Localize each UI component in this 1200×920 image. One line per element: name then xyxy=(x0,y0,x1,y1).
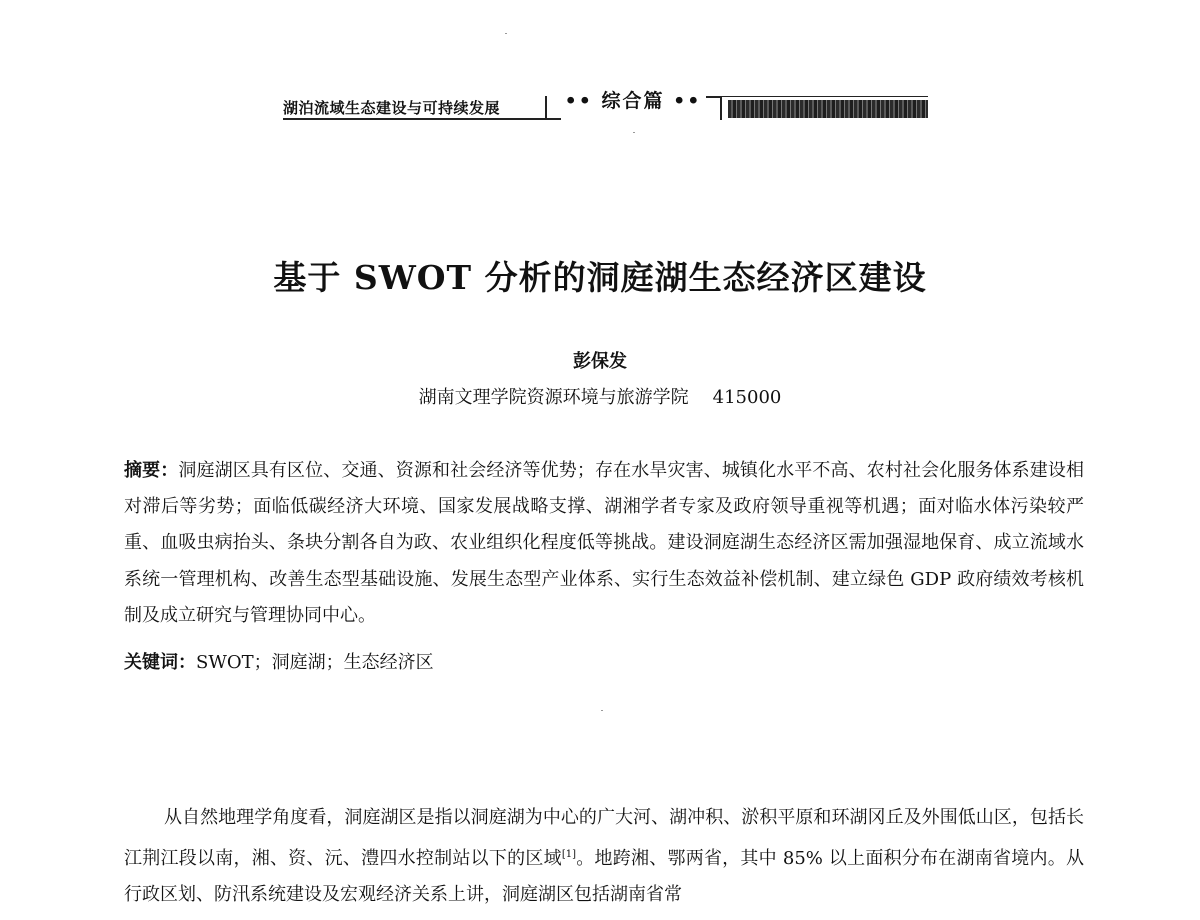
header-decorative-band xyxy=(728,100,928,118)
running-header-title: 湖泊流域生态建设与可持续发展 xyxy=(283,99,501,117)
body-text-part1: 从自然地理学角度看，洞庭湖区是指以洞庭湖为中心的广大河、湖冲积、淤积平原和环湖冈丘及外围低山区，包括长江荆江段以南，湘、资、沅、澧四水控制站以下的区域 xyxy=(124,807,1084,869)
affiliation-postcode: 415000 xyxy=(712,387,782,408)
scan-speck xyxy=(505,33,507,34)
paper-title: 基于 SWOT 分析的洞庭湖生态经济区建设 xyxy=(273,258,927,297)
scan-speck xyxy=(633,132,635,133)
body-paragraph xyxy=(124,800,1084,914)
author-name: 彭保发 xyxy=(573,351,627,372)
header-rule-right xyxy=(722,96,928,97)
abstract xyxy=(124,453,1084,634)
affiliation-name: 湖南文理学院资源环境与旅游学院 xyxy=(418,387,689,408)
body-text-part2: 。地跨湘、鄂两省，其中 85% 以上面积分布在湖南省境内。从行政区划、防汛系统建设及宏观经济关系上讲，洞庭湖区包括湖南省常 xyxy=(124,847,1084,905)
keywords xyxy=(124,645,1084,681)
affiliation xyxy=(0,383,1200,409)
keywords-label: 关键词： xyxy=(124,652,196,673)
header-bracket-left xyxy=(545,96,561,120)
header-bracket-right xyxy=(706,96,722,120)
header-rule-left xyxy=(283,118,545,120)
abstract-text: 洞庭湖区具有区位、交通、资源和社会经济等优势；存在水旱灾害、城镇化水平不高、农村社会化服务体系建设相对滞后等劣势；面临低碳经济大环境、国家发展战略支撑、湖湘学者专家及政府领导重视等机遇；面对临水体污染较严重、血吸虫病抬头、条块分割各自为政、农业组织化程度低等挑战。建设洞庭湖生态经济区需加强湿地保育、成立流域水系统一管理机构、改善生态型基础设施、发展生态型产业体系、实行生态效益补偿机制、建立绿色 GDP 政府绩效考核机制及成立研究与管理协同中心。 xyxy=(124,460,1085,626)
citation-ref: [1] xyxy=(561,848,576,860)
section-label: •• 综合篇 •• xyxy=(564,90,702,112)
abstract-label: 摘要： xyxy=(124,460,179,481)
scan-speck xyxy=(601,710,603,711)
keywords-text: SWOT；洞庭湖；生态经济区 xyxy=(196,652,434,673)
